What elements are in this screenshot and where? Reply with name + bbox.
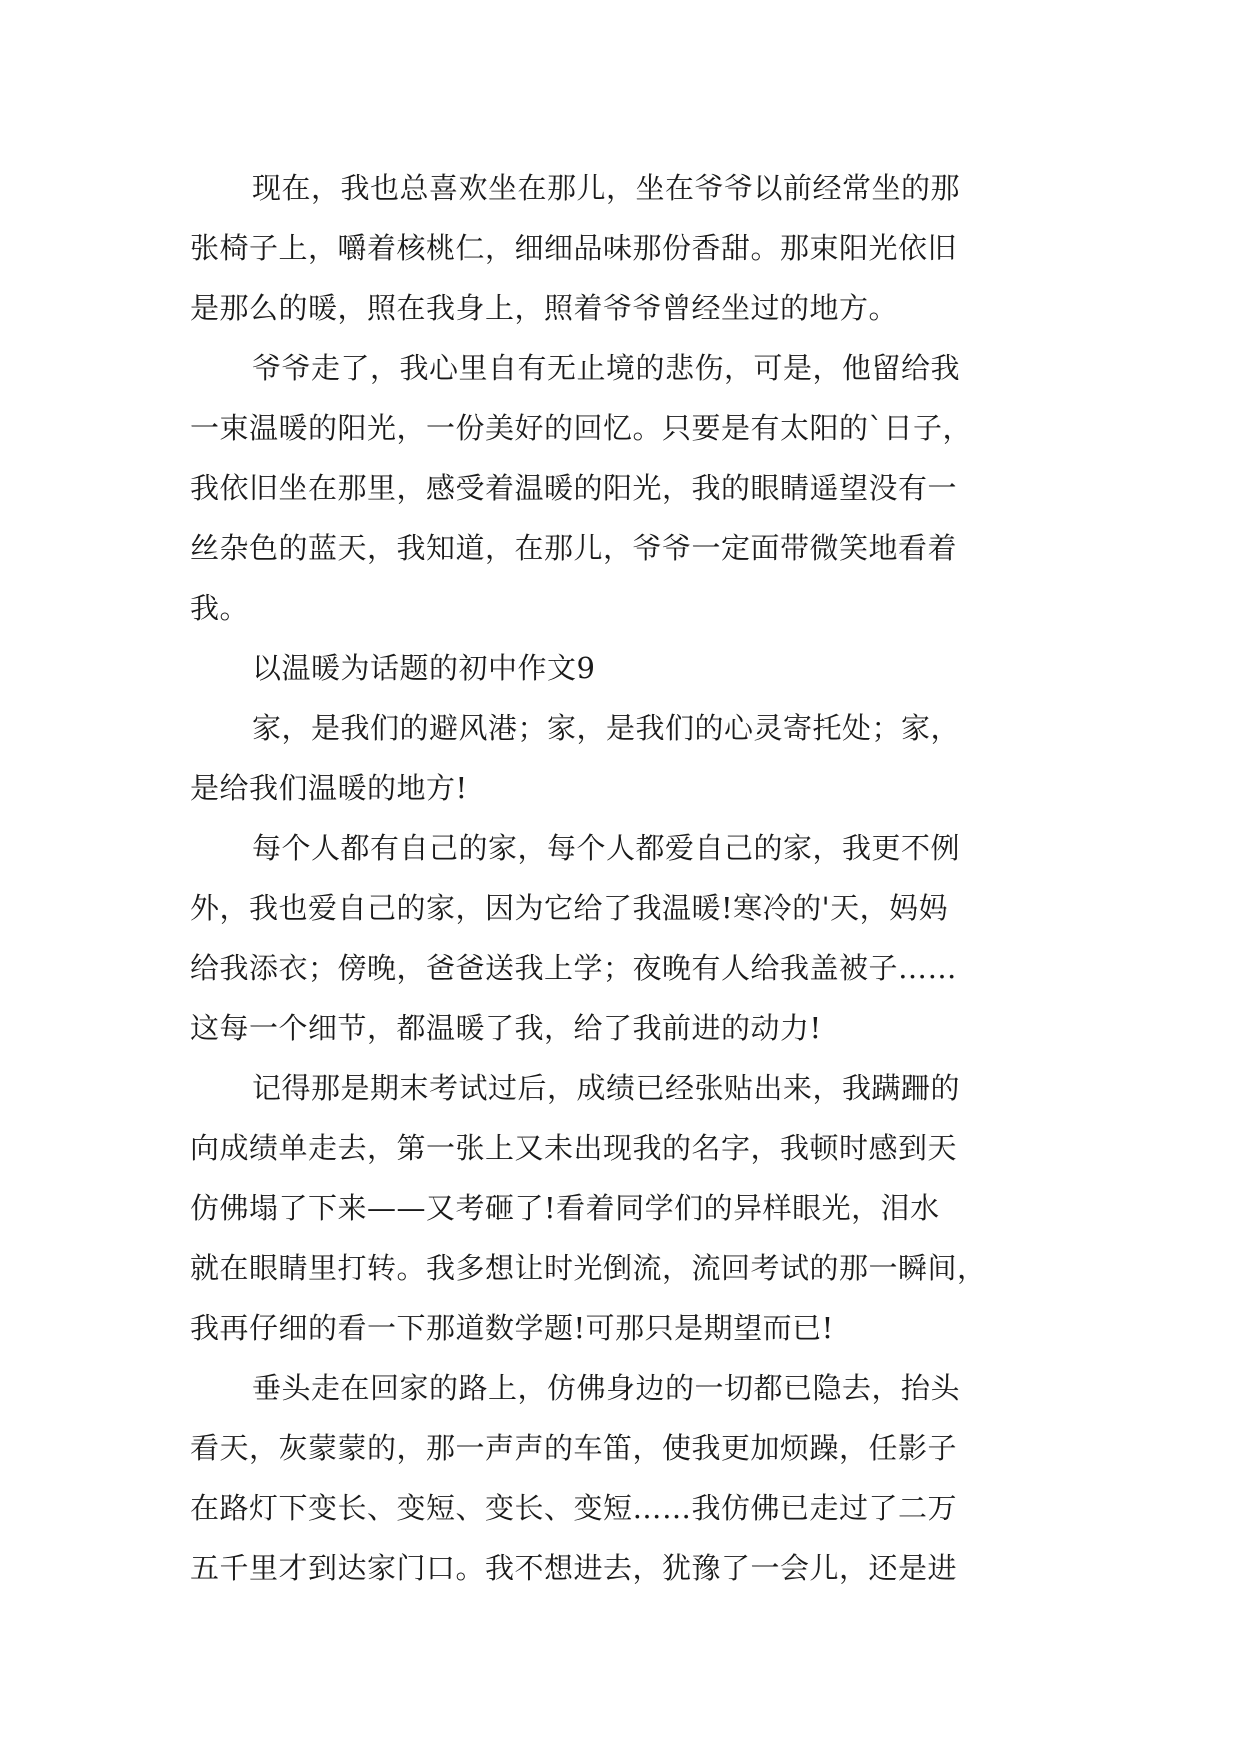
paragraph xyxy=(190,818,1060,1058)
document-body xyxy=(190,158,1060,1598)
paragraph xyxy=(190,338,1060,638)
paragraph xyxy=(190,698,1060,818)
text-line: 一束温暖的阳光，一份美好的回忆。只要是有太阳的`日子， xyxy=(190,411,973,445)
paragraph xyxy=(190,1058,1060,1358)
text-line: 是那么的暖，照在我身上，照着爷爷曾经坐过的地方。 xyxy=(190,291,899,325)
text-line: 看天，灰蒙蒙的，那一声声的车笛，使我更加烦躁，任影子 xyxy=(190,1431,958,1465)
section-heading-block xyxy=(190,638,1060,698)
text-line: 在路灯下变长、变短、变长、变短……我仿佛已走过了二万 xyxy=(190,1491,958,1525)
text-line: 给我添衣；傍晚，爸爸送我上学；夜晚有人给我盖被子…… xyxy=(190,951,958,985)
text-line: 我依旧坐在那里，感受着温暖的阳光，我的眼睛遥望没有一 xyxy=(190,471,958,505)
text-line: 张椅子上，嚼着核桃仁，细细品味那份香甜。那束阳光依旧 xyxy=(190,231,958,265)
text-line: 每个人都有自己的家，每个人都爱自己的家，我更不例 xyxy=(252,831,961,865)
text-line: 爷爷走了，我心里自有无止境的悲伤，可是，他留给我 xyxy=(252,351,961,385)
text-line: 这每一个细节，都温暖了我，给了我前进的动力! xyxy=(190,1011,822,1045)
section-heading: 以温暖为话题的初中作文9 xyxy=(252,651,596,685)
text-line: 垂头走在回家的路上，仿佛身边的一切都已隐去，抬头 xyxy=(252,1371,961,1405)
text-line: 仿佛塌了下来——又考砸了!看着同学们的异样眼光，泪水 xyxy=(190,1191,940,1225)
text-line: 向成绩单走去，第一张上又未出现我的名字，我顿时感到天 xyxy=(190,1131,958,1165)
text-line: 外，我也爱自己的家，因为它给了我温暖!寒冷的'天，妈妈 xyxy=(190,891,949,925)
paragraph xyxy=(190,1358,1060,1598)
text-line: 现在，我也总喜欢坐在那儿，坐在爷爷以前经常坐的那 xyxy=(252,171,961,205)
text-line: 就在眼睛里打转。我多想让时光倒流，流回考试的那一瞬间， xyxy=(190,1251,987,1285)
text-line: 丝杂色的蓝天，我知道，在那儿，爷爷一定面带微笑地看着 xyxy=(190,531,958,565)
text-line: 我。 xyxy=(190,591,250,625)
text-line: 记得那是期末考试过后，成绩已经张贴出来，我蹒跚的 xyxy=(252,1071,961,1105)
text-line: 五千里才到达家门口。我不想进去，犹豫了一会儿，还是进 xyxy=(190,1551,958,1585)
text-line: 家，是我们的避风港；家，是我们的心灵寄托处；家， xyxy=(252,711,961,745)
paragraph xyxy=(190,158,1060,338)
text-line: 是给我们温暖的地方! xyxy=(190,771,468,805)
text-line: 我再仔细的看一下那道数学题!可那只是期望而已! xyxy=(190,1311,834,1345)
